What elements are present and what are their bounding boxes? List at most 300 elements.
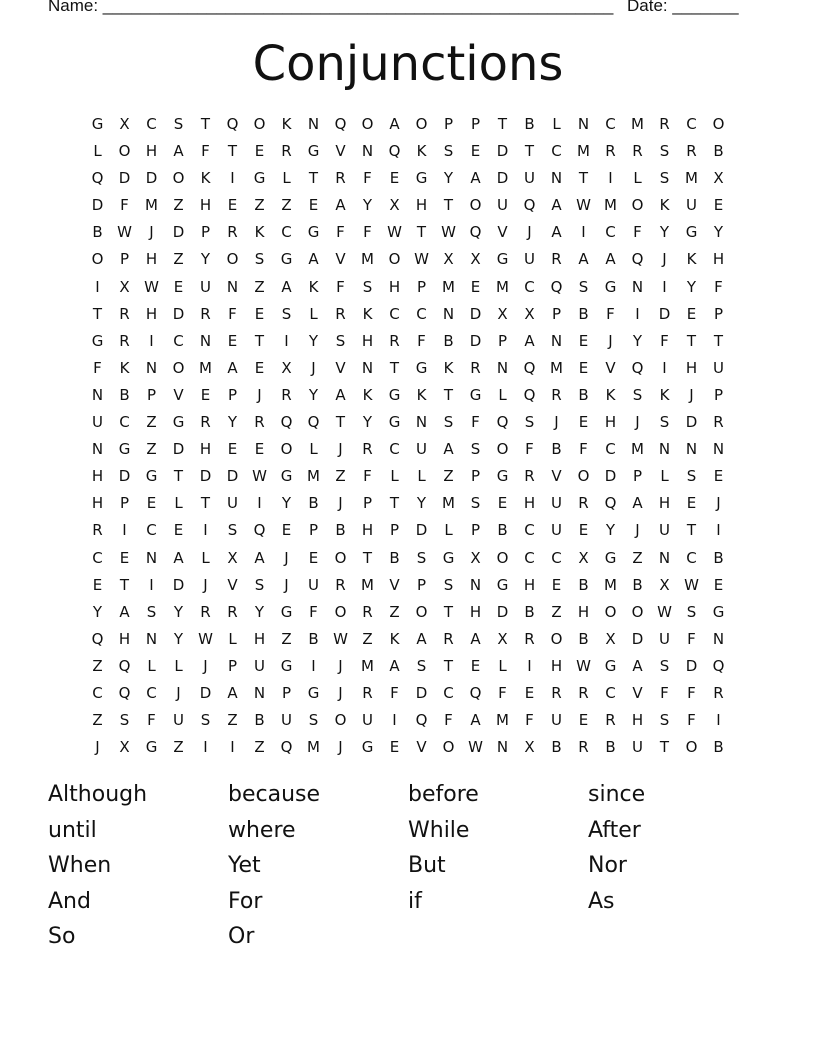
- grid-letter[interactable]: Y: [92, 602, 103, 621]
- grid-letter[interactable]: T: [92, 304, 103, 323]
- grid-letter[interactable]: T: [659, 738, 670, 757]
- grid-letter[interactable]: X: [119, 277, 130, 296]
- grid-letter[interactable]: M: [361, 575, 374, 594]
- grid-letter[interactable]: O: [415, 115, 428, 133]
- grid-letter[interactable]: A: [443, 440, 454, 459]
- grid-letter[interactable]: F: [93, 358, 102, 377]
- grid-letter[interactable]: H: [469, 602, 482, 621]
- grid-letter[interactable]: U: [281, 711, 292, 730]
- grid-letter[interactable]: U: [551, 521, 562, 540]
- grid-letter[interactable]: C: [686, 115, 697, 133]
- grid-letter[interactable]: M: [199, 358, 212, 377]
- grid-letter[interactable]: D: [469, 304, 482, 323]
- grid-letter[interactable]: G: [307, 683, 320, 702]
- grid-letter[interactable]: X: [119, 115, 130, 133]
- grid-letter[interactable]: M: [685, 169, 698, 188]
- grid-letter[interactable]: R: [551, 385, 562, 404]
- grid-letter[interactable]: R: [200, 602, 211, 621]
- grid-letter[interactable]: O: [496, 440, 509, 459]
- grid-letter[interactable]: O: [118, 142, 131, 161]
- grid-letter[interactable]: R: [389, 331, 400, 350]
- grid-letter[interactable]: O: [685, 738, 698, 757]
- grid-letter[interactable]: H: [145, 250, 158, 269]
- grid-letter[interactable]: C: [389, 440, 400, 459]
- grid-letter[interactable]: N: [442, 304, 455, 323]
- grid-letter[interactable]: S: [686, 602, 697, 621]
- grid-letter[interactable]: S: [146, 602, 157, 621]
- grid-letter[interactable]: D: [496, 602, 509, 621]
- grid-letter[interactable]: G: [388, 413, 401, 432]
- grid-letter[interactable]: I: [230, 169, 235, 188]
- grid-letter[interactable]: T: [443, 656, 454, 675]
- grid-letter[interactable]: E: [578, 413, 589, 432]
- grid-letter[interactable]: F: [498, 683, 507, 702]
- grid-letter[interactable]: K: [119, 358, 130, 377]
- grid-letter[interactable]: B: [92, 223, 103, 242]
- grid-letter[interactable]: E: [713, 575, 724, 594]
- grid-letter[interactable]: H: [91, 467, 104, 486]
- grid-letter[interactable]: G: [91, 331, 104, 350]
- grid-letter[interactable]: G: [280, 602, 293, 621]
- grid-letter[interactable]: O: [469, 196, 482, 215]
- grid-letter[interactable]: T: [389, 358, 400, 377]
- grid-letter[interactable]: S: [659, 656, 670, 675]
- grid-letter[interactable]: P: [470, 521, 481, 540]
- grid-letter[interactable]: Y: [362, 413, 373, 432]
- grid-letter[interactable]: U: [659, 629, 670, 648]
- grid-letter[interactable]: C: [281, 223, 292, 242]
- grid-letter[interactable]: E: [227, 196, 238, 215]
- grid-letter[interactable]: Y: [308, 385, 319, 404]
- grid-letter[interactable]: K: [605, 385, 616, 404]
- grid-letter[interactable]: B: [578, 304, 589, 323]
- grid-letter[interactable]: P: [416, 575, 427, 594]
- grid-letter[interactable]: M: [442, 494, 455, 513]
- grid-letter[interactable]: Y: [605, 521, 616, 540]
- grid-letter[interactable]: W: [441, 223, 456, 242]
- grid-letter[interactable]: Z: [389, 602, 400, 621]
- grid-letter[interactable]: R: [605, 142, 616, 161]
- grid-letter[interactable]: E: [308, 196, 319, 215]
- grid-letter[interactable]: H: [658, 494, 671, 513]
- grid-letter[interactable]: Z: [254, 196, 265, 215]
- grid-letter[interactable]: I: [392, 711, 397, 730]
- grid-letter[interactable]: Q: [469, 683, 482, 702]
- grid-letter[interactable]: K: [308, 277, 319, 296]
- grid-letter[interactable]: A: [551, 196, 562, 215]
- grid-letter[interactable]: V: [173, 385, 184, 404]
- name-field[interactable]: Name: ______________________________________________________: [48, 0, 614, 15]
- grid-letter[interactable]: A: [173, 142, 184, 161]
- grid-letter[interactable]: F: [444, 711, 453, 730]
- grid-letter[interactable]: R: [524, 467, 535, 486]
- grid-letter[interactable]: T: [686, 331, 697, 350]
- grid-letter[interactable]: H: [388, 277, 401, 296]
- grid-letter[interactable]: B: [551, 440, 562, 459]
- grid-letter[interactable]: C: [416, 304, 427, 323]
- grid-letter[interactable]: E: [92, 575, 103, 594]
- grid-letter[interactable]: S: [470, 494, 481, 513]
- grid-letter[interactable]: S: [443, 142, 454, 161]
- grid-letter[interactable]: F: [525, 440, 534, 459]
- grid-letter[interactable]: J: [203, 656, 208, 675]
- grid-letter[interactable]: X: [470, 548, 481, 567]
- grid-letter[interactable]: C: [146, 683, 157, 702]
- grid-letter[interactable]: T: [416, 223, 427, 242]
- grid-letter[interactable]: V: [632, 683, 643, 702]
- grid-letter[interactable]: D: [226, 467, 239, 486]
- grid-letter[interactable]: F: [363, 169, 372, 188]
- grid-letter[interactable]: M: [496, 711, 509, 730]
- grid-letter[interactable]: G: [469, 385, 482, 404]
- grid-letter[interactable]: D: [172, 304, 185, 323]
- grid-letter[interactable]: E: [686, 494, 697, 513]
- grid-letter[interactable]: R: [605, 711, 616, 730]
- grid-letter[interactable]: N: [91, 440, 104, 459]
- grid-letter[interactable]: Z: [335, 467, 346, 486]
- grid-letter[interactable]: Q: [388, 142, 401, 161]
- grid-letter[interactable]: C: [605, 223, 616, 242]
- grid-letter[interactable]: J: [257, 385, 262, 404]
- grid-letter[interactable]: L: [633, 169, 642, 188]
- grid-letter[interactable]: I: [635, 304, 640, 323]
- grid-letter[interactable]: Q: [550, 277, 563, 296]
- grid-letter[interactable]: T: [443, 196, 454, 215]
- grid-letter[interactable]: N: [307, 115, 320, 133]
- grid-letter[interactable]: F: [660, 683, 669, 702]
- grid-letter[interactable]: F: [687, 711, 696, 730]
- grid-letter[interactable]: Q: [712, 656, 725, 675]
- grid-letter[interactable]: U: [308, 575, 319, 594]
- grid-letter[interactable]: C: [551, 548, 562, 567]
- grid-letter[interactable]: W: [198, 629, 213, 648]
- grid-letter[interactable]: P: [308, 521, 319, 540]
- grid-letter[interactable]: K: [659, 196, 670, 215]
- grid-letter[interactable]: J: [338, 683, 343, 702]
- grid-letter[interactable]: N: [685, 440, 698, 459]
- grid-letter[interactable]: O: [253, 115, 266, 133]
- grid-letter[interactable]: F: [390, 683, 399, 702]
- grid-letter[interactable]: Q: [631, 358, 644, 377]
- grid-letter[interactable]: P: [632, 467, 643, 486]
- grid-letter[interactable]: H: [550, 656, 563, 675]
- grid-letter[interactable]: Y: [281, 494, 292, 513]
- grid-letter[interactable]: A: [551, 223, 562, 242]
- grid-letter[interactable]: G: [496, 575, 509, 594]
- grid-letter[interactable]: K: [389, 629, 400, 648]
- grid-letter[interactable]: N: [712, 440, 725, 459]
- grid-letter[interactable]: R: [713, 683, 724, 702]
- grid-letter[interactable]: G: [496, 467, 509, 486]
- grid-letter[interactable]: H: [361, 521, 374, 540]
- grid-letter[interactable]: D: [172, 440, 185, 459]
- date-field[interactable]: Date: _______: [627, 0, 739, 15]
- grid-letter[interactable]: L: [201, 548, 210, 567]
- grid-letter[interactable]: T: [362, 548, 373, 567]
- grid-letter[interactable]: X: [227, 548, 238, 567]
- grid-letter[interactable]: I: [716, 711, 721, 730]
- grid-letter[interactable]: F: [228, 304, 237, 323]
- grid-letter[interactable]: B: [578, 575, 589, 594]
- grid-letter[interactable]: N: [415, 413, 428, 432]
- grid-letter[interactable]: O: [361, 115, 374, 133]
- grid-letter[interactable]: F: [417, 331, 426, 350]
- grid-letter[interactable]: N: [631, 277, 644, 296]
- grid-letter[interactable]: G: [280, 467, 293, 486]
- grid-letter[interactable]: A: [119, 602, 130, 621]
- grid-letter[interactable]: D: [172, 575, 185, 594]
- grid-letter[interactable]: G: [280, 656, 293, 675]
- grid-letter[interactable]: P: [713, 385, 724, 404]
- grid-letter[interactable]: O: [577, 467, 590, 486]
- grid-letter[interactable]: Y: [308, 331, 319, 350]
- grid-letter[interactable]: P: [119, 494, 130, 513]
- grid-letter[interactable]: K: [362, 385, 373, 404]
- grid-letter[interactable]: E: [686, 304, 697, 323]
- grid-letter[interactable]: Y: [713, 223, 724, 242]
- grid-letter[interactable]: U: [551, 711, 562, 730]
- grid-letter[interactable]: S: [281, 304, 292, 323]
- grid-letter[interactable]: J: [662, 250, 667, 269]
- grid-letter[interactable]: Q: [496, 413, 509, 432]
- grid-letter[interactable]: J: [176, 683, 181, 702]
- grid-letter[interactable]: G: [712, 602, 725, 621]
- grid-letter[interactable]: E: [173, 277, 184, 296]
- grid-letter[interactable]: L: [390, 467, 399, 486]
- grid-letter[interactable]: M: [496, 277, 509, 296]
- grid-letter[interactable]: J: [284, 575, 289, 594]
- grid-letter[interactable]: F: [336, 277, 345, 296]
- grid-letter[interactable]: R: [335, 575, 346, 594]
- grid-letter[interactable]: G: [280, 250, 293, 269]
- grid-letter[interactable]: X: [470, 250, 481, 269]
- grid-letter[interactable]: Z: [92, 711, 103, 730]
- grid-letter[interactable]: W: [252, 467, 267, 486]
- grid-letter[interactable]: U: [200, 277, 211, 296]
- grid-letter[interactable]: W: [576, 196, 591, 215]
- grid-letter[interactable]: W: [657, 602, 672, 621]
- grid-letter[interactable]: A: [524, 331, 535, 350]
- grid-letter[interactable]: M: [550, 358, 563, 377]
- grid-letter[interactable]: I: [581, 223, 586, 242]
- grid-letter[interactable]: V: [497, 223, 508, 242]
- grid-letter[interactable]: A: [389, 115, 400, 133]
- grid-letter[interactable]: I: [203, 521, 208, 540]
- grid-letter[interactable]: L: [417, 467, 426, 486]
- grid-letter[interactable]: X: [713, 169, 724, 188]
- grid-letter[interactable]: W: [144, 277, 159, 296]
- grid-letter[interactable]: Q: [307, 413, 320, 432]
- grid-letter[interactable]: X: [524, 304, 535, 323]
- grid-letter[interactable]: R: [578, 494, 589, 513]
- grid-letter[interactable]: H: [145, 142, 158, 161]
- grid-letter[interactable]: U: [92, 413, 103, 432]
- grid-letter[interactable]: I: [203, 738, 208, 757]
- grid-letter[interactable]: N: [550, 169, 563, 188]
- grid-letter[interactable]: G: [145, 467, 158, 486]
- grid-letter[interactable]: E: [254, 142, 265, 161]
- grid-letter[interactable]: O: [496, 548, 509, 567]
- grid-letter[interactable]: J: [338, 494, 343, 513]
- grid-letter[interactable]: F: [363, 467, 372, 486]
- grid-letter[interactable]: Q: [280, 413, 293, 432]
- grid-letter[interactable]: T: [200, 494, 211, 513]
- grid-letter[interactable]: G: [604, 656, 617, 675]
- grid-letter[interactable]: N: [226, 277, 239, 296]
- grid-letter[interactable]: A: [632, 656, 643, 675]
- grid-letter[interactable]: O: [604, 602, 617, 621]
- grid-letter[interactable]: B: [524, 115, 535, 133]
- grid-letter[interactable]: Z: [281, 629, 292, 648]
- grid-letter[interactable]: F: [147, 711, 156, 730]
- grid-letter[interactable]: I: [284, 331, 289, 350]
- grid-letter[interactable]: U: [416, 440, 427, 459]
- grid-letter[interactable]: J: [338, 440, 343, 459]
- grid-letter[interactable]: Z: [173, 196, 184, 215]
- grid-letter[interactable]: R: [443, 629, 454, 648]
- grid-letter[interactable]: P: [470, 467, 481, 486]
- grid-letter[interactable]: E: [200, 385, 211, 404]
- grid-letter[interactable]: Z: [443, 467, 454, 486]
- grid-letter[interactable]: I: [716, 521, 721, 540]
- grid-letter[interactable]: J: [311, 358, 316, 377]
- grid-letter[interactable]: M: [442, 277, 455, 296]
- grid-letter[interactable]: Q: [631, 250, 644, 269]
- grid-letter[interactable]: F: [660, 331, 669, 350]
- grid-letter[interactable]: J: [608, 331, 613, 350]
- grid-letter[interactable]: T: [308, 169, 319, 188]
- grid-letter[interactable]: Y: [362, 196, 373, 215]
- grid-letter[interactable]: U: [551, 494, 562, 513]
- grid-letter[interactable]: K: [362, 304, 373, 323]
- grid-letter[interactable]: E: [470, 656, 481, 675]
- grid-letter[interactable]: R: [335, 304, 346, 323]
- grid-letter[interactable]: Q: [523, 385, 536, 404]
- grid-letter[interactable]: R: [524, 629, 535, 648]
- grid-letter[interactable]: H: [604, 413, 617, 432]
- grid-letter[interactable]: W: [576, 656, 591, 675]
- grid-letter[interactable]: D: [631, 629, 644, 648]
- grid-letter[interactable]: Z: [254, 738, 265, 757]
- grid-letter[interactable]: S: [632, 385, 643, 404]
- grid-letter[interactable]: H: [199, 440, 212, 459]
- grid-letter[interactable]: E: [578, 331, 589, 350]
- grid-letter[interactable]: R: [335, 169, 346, 188]
- grid-letter[interactable]: N: [550, 331, 563, 350]
- grid-letter[interactable]: B: [335, 521, 346, 540]
- grid-letter[interactable]: N: [712, 629, 725, 648]
- grid-letter[interactable]: C: [686, 548, 697, 567]
- grid-letter[interactable]: A: [416, 629, 427, 648]
- grid-letter[interactable]: G: [604, 277, 617, 296]
- grid-letter[interactable]: H: [523, 575, 536, 594]
- grid-letter[interactable]: Q: [523, 358, 536, 377]
- grid-letter[interactable]: Z: [227, 711, 238, 730]
- grid-letter[interactable]: U: [173, 711, 184, 730]
- grid-letter[interactable]: A: [632, 494, 643, 513]
- grid-letter[interactable]: Z: [146, 440, 157, 459]
- grid-letter[interactable]: W: [387, 223, 402, 242]
- grid-letter[interactable]: G: [496, 250, 509, 269]
- grid-letter[interactable]: T: [173, 467, 184, 486]
- grid-letter[interactable]: B: [308, 494, 319, 513]
- grid-letter[interactable]: C: [146, 115, 157, 133]
- grid-letter[interactable]: B: [254, 711, 265, 730]
- grid-letter[interactable]: Y: [686, 277, 697, 296]
- grid-letter[interactable]: A: [470, 169, 481, 188]
- grid-letter[interactable]: P: [551, 304, 562, 323]
- grid-letter[interactable]: D: [118, 467, 131, 486]
- grid-letter[interactable]: R: [200, 304, 211, 323]
- grid-letter[interactable]: B: [713, 142, 724, 161]
- grid-letter[interactable]: V: [335, 358, 346, 377]
- grid-letter[interactable]: M: [604, 575, 617, 594]
- grid-letter[interactable]: U: [254, 656, 265, 675]
- grid-letter[interactable]: P: [416, 277, 427, 296]
- grid-letter[interactable]: O: [280, 440, 293, 459]
- grid-letter[interactable]: O: [388, 250, 401, 269]
- grid-letter[interactable]: G: [415, 169, 428, 188]
- grid-letter[interactable]: O: [334, 548, 347, 567]
- grid-letter[interactable]: B: [443, 331, 454, 350]
- grid-letter[interactable]: H: [523, 494, 536, 513]
- grid-letter[interactable]: R: [362, 602, 373, 621]
- grid-letter[interactable]: E: [551, 575, 562, 594]
- grid-letter[interactable]: V: [551, 467, 562, 486]
- grid-letter[interactable]: F: [309, 602, 318, 621]
- grid-letter[interactable]: R: [713, 413, 724, 432]
- grid-letter[interactable]: O: [172, 358, 185, 377]
- grid-letter[interactable]: Q: [469, 223, 482, 242]
- grid-letter[interactable]: V: [416, 738, 427, 757]
- grid-letter[interactable]: R: [659, 115, 670, 133]
- grid-letter[interactable]: M: [307, 467, 320, 486]
- grid-letter[interactable]: R: [200, 413, 211, 432]
- grid-letter[interactable]: L: [174, 494, 183, 513]
- grid-letter[interactable]: G: [253, 169, 266, 188]
- grid-letter[interactable]: K: [443, 358, 454, 377]
- grid-letter[interactable]: E: [578, 521, 589, 540]
- grid-letter[interactable]: G: [307, 142, 320, 161]
- grid-letter[interactable]: H: [685, 358, 698, 377]
- grid-letter[interactable]: S: [659, 711, 670, 730]
- grid-letter[interactable]: L: [93, 142, 102, 161]
- grid-letter[interactable]: Y: [632, 331, 643, 350]
- grid-letter[interactable]: P: [389, 521, 400, 540]
- grid-letter[interactable]: U: [713, 358, 724, 377]
- grid-letter[interactable]: N: [361, 142, 374, 161]
- grid-letter[interactable]: L: [147, 656, 156, 675]
- grid-letter[interactable]: S: [200, 711, 211, 730]
- grid-letter[interactable]: O: [442, 738, 455, 757]
- grid-letter[interactable]: P: [146, 385, 157, 404]
- grid-letter[interactable]: W: [414, 250, 429, 269]
- grid-letter[interactable]: H: [631, 711, 644, 730]
- grid-letter[interactable]: U: [632, 738, 643, 757]
- grid-letter[interactable]: K: [686, 250, 697, 269]
- grid-letter[interactable]: J: [689, 385, 694, 404]
- grid-letter[interactable]: F: [579, 440, 588, 459]
- grid-letter[interactable]: Y: [254, 602, 265, 621]
- grid-letter[interactable]: G: [361, 738, 374, 757]
- grid-letter[interactable]: C: [605, 683, 616, 702]
- grid-letter[interactable]: F: [471, 413, 480, 432]
- grid-letter[interactable]: D: [469, 331, 482, 350]
- grid-letter[interactable]: I: [149, 331, 154, 350]
- grid-letter[interactable]: C: [173, 331, 184, 350]
- grid-letter[interactable]: O: [172, 169, 185, 188]
- grid-letter[interactable]: Q: [523, 196, 536, 215]
